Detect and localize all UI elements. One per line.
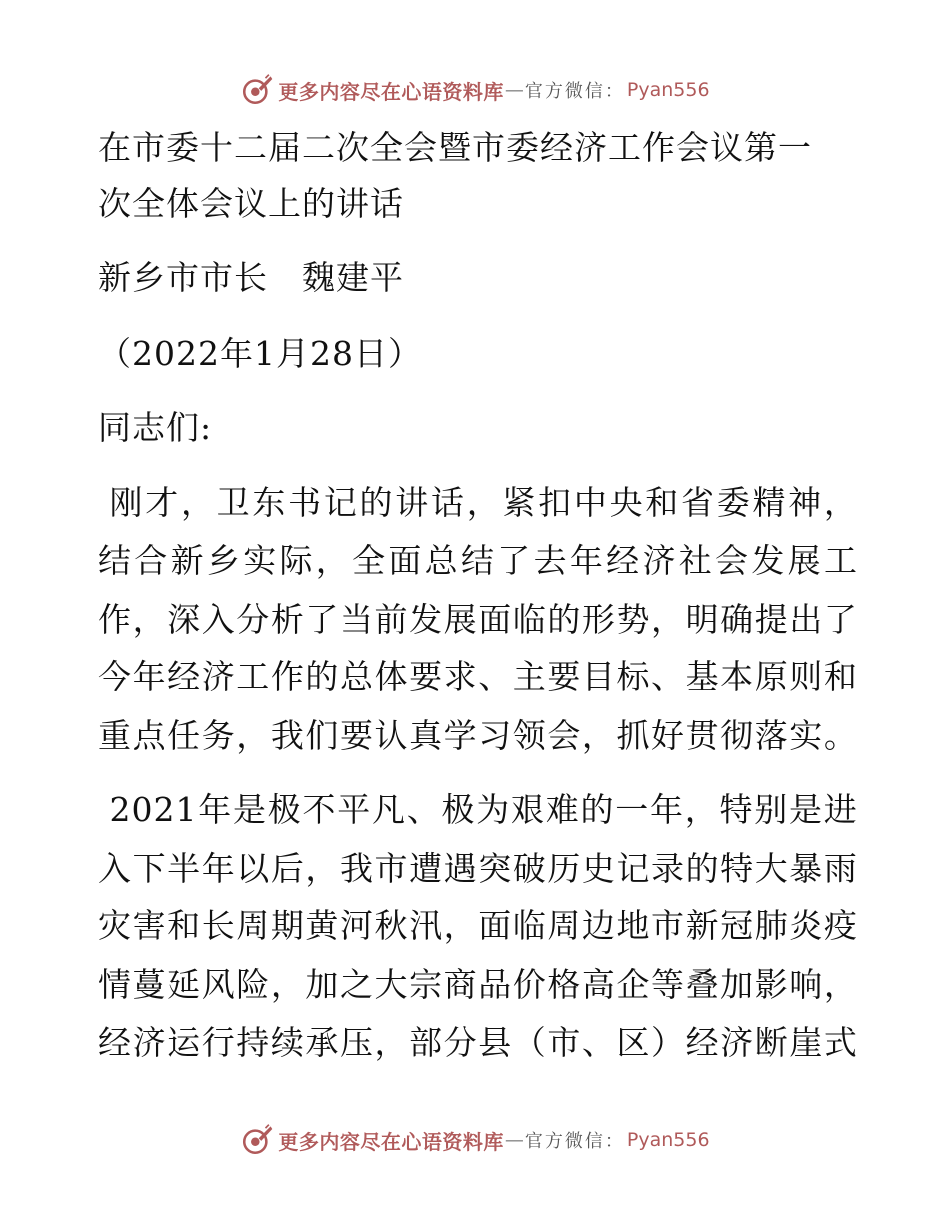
header-watermark: [0, 70, 950, 110]
paragraph-1-line: 今 年 经 济 工 作 的 总 体 要 求 、 主 要 目 标 、 基 本 原 则 和: [98, 657, 858, 696]
paragraph-2-line: 灾 害 和 长 周 期 黄 河 秋 汛 ， 面 临 周 边 地 市 新 冠 肺 炎 疫: [98, 906, 858, 945]
watermark-wechat-id: Pyan556: [626, 1129, 710, 1151]
pen-seal-icon: [240, 73, 274, 107]
document-title-line-1: 在市委十二届二次全会暨市委经济工作会议第一: [98, 128, 812, 167]
salutation: 同志们:: [98, 408, 213, 447]
watermark-wechat-id: Pyan556: [626, 79, 710, 101]
paragraph-1-line: 作 ， 深 入 分 析 了 当 前 发 展 面 临 的 形 势 ， 明 确 提 出 了: [98, 600, 858, 639]
watermark-separator: —: [504, 79, 524, 101]
pen-seal-icon: [240, 1123, 274, 1157]
paragraph-2-line: 入 下 半 年 以 后 ， 我 市 遭 遇 突 破 历 史 记 录 的 特 大 暴 雨: [98, 849, 858, 888]
document-title-line-2: 次全体会议上的讲话: [98, 184, 404, 223]
watermark-text: 更多内容尽在心语资料库: [278, 1129, 504, 1154]
speech-date: （2022年1月28日）: [98, 334, 422, 373]
paragraph-2-line: 情 蔓 延 风 险 ， 加 之 大 宗 商 品 价 格 高 企 等 叠 加 影 响 ，: [98, 965, 858, 1004]
paragraph-1-line: 结 合 新 乡 实 际 ， 全 面 总 结 了 去 年 经 济 社 会 发 展 工: [98, 541, 858, 580]
watermark-separator: —: [504, 1129, 524, 1151]
watermark-label: 官方微信：: [524, 1131, 625, 1152]
byline: 新乡市市长 魏建平: [98, 258, 404, 297]
paragraph-1-line: 刚 才 ， 卫 东 书 记 的 讲 话 ， 紧 扣 中 央 和 省 委 精 神 ，: [98, 483, 858, 522]
paragraph-2-line: 经 济 运 行 持 续 承 压 ， 部 分 县 （ 市 、 区 ） 经 济 断 崖 式: [98, 1023, 858, 1062]
watermark-text: 更多内容尽在心语资料库: [278, 79, 504, 104]
paragraph-1-line: 重 点 任 务 ， 我 们 要 认 真 学 习 领 会 ， 抓 好 贯 彻 落 实 。: [98, 716, 858, 755]
footer-watermark: [0, 1120, 950, 1160]
watermark-label: 官方微信：: [524, 81, 625, 102]
paragraph-2-line: 2021 年 是 极 不 平 凡 、 极 为 艰 难 的 一 年 ， 特 别 是 进: [98, 790, 858, 829]
